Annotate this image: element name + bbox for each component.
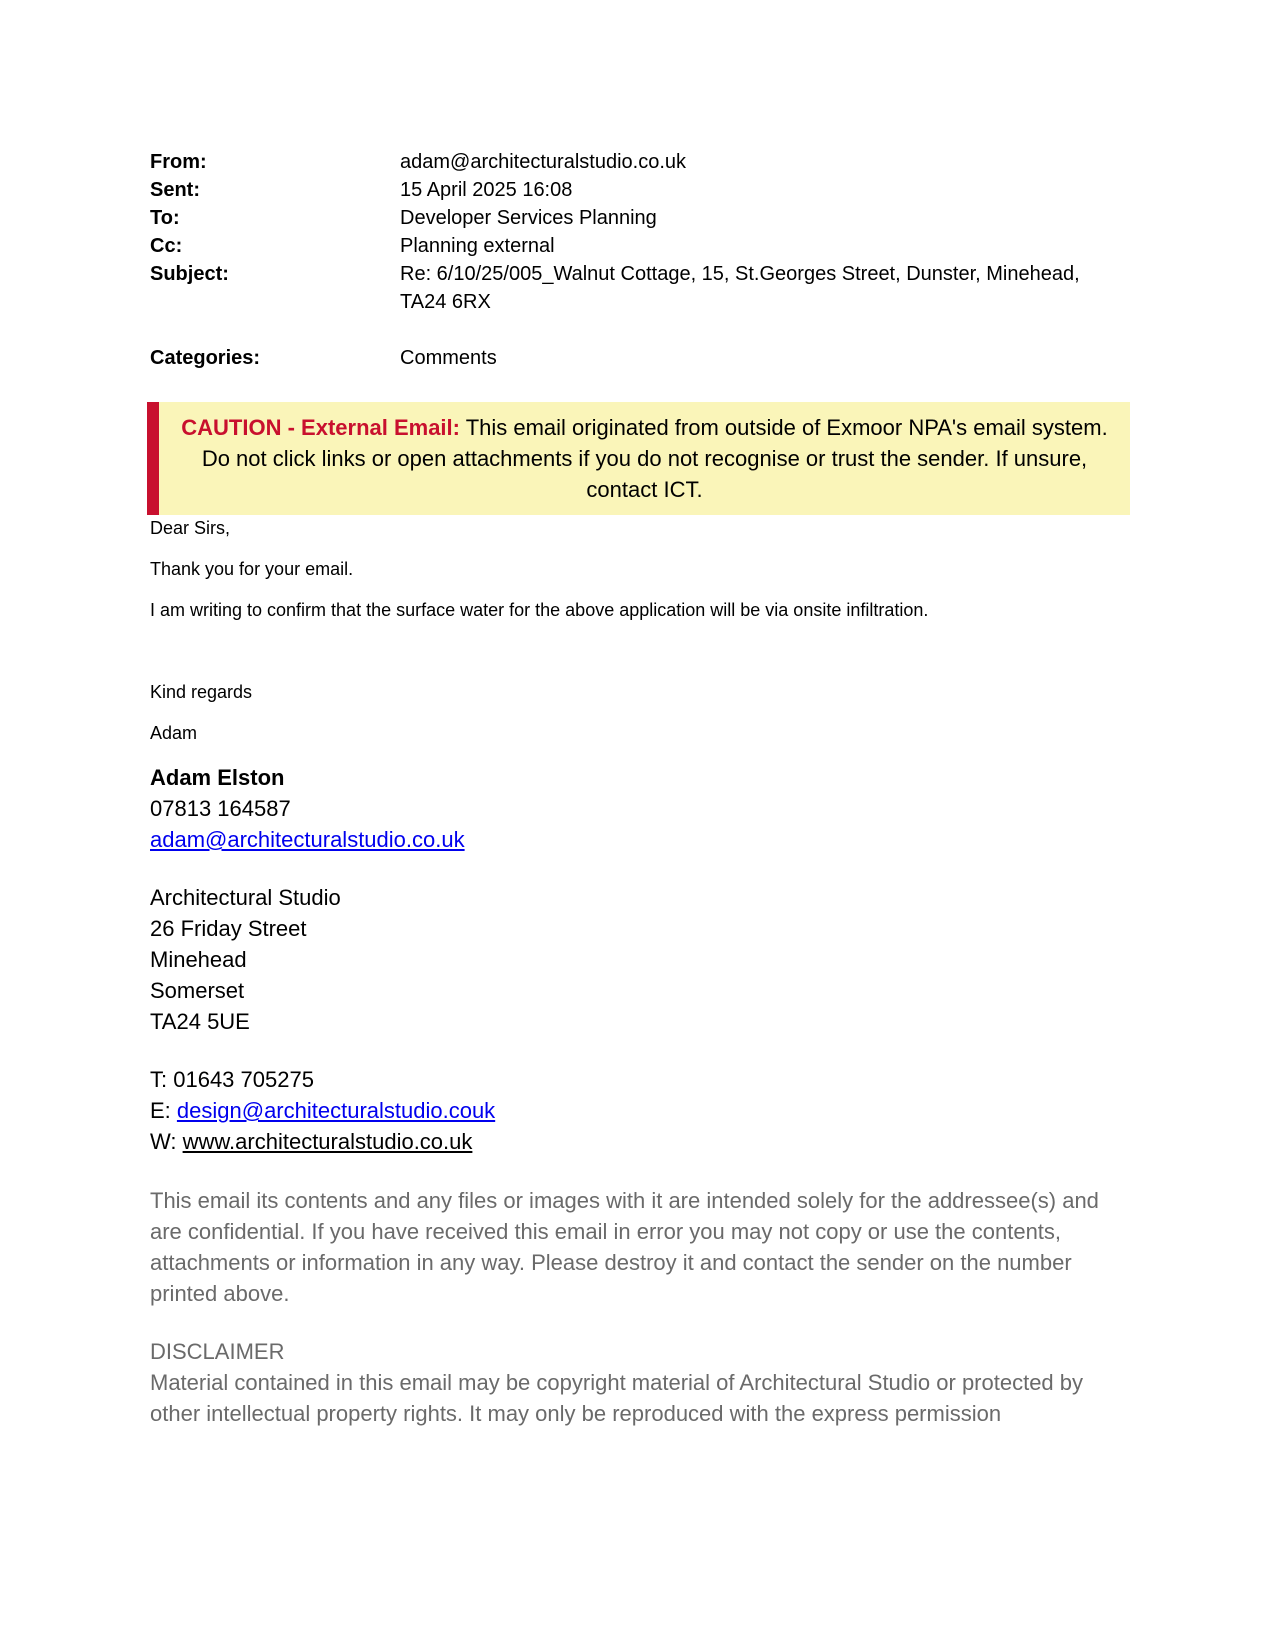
from-value: adam@architecturalstudio.co.uk	[400, 151, 686, 173]
signature-postcode: TA24 5UE	[150, 1009, 250, 1034]
signature-address-line1: 26 Friday Street	[150, 916, 307, 941]
caution-line-2: Do not click links or open attachments if you do not recognise or trust the sender. If unsure, contact ICT.	[201, 446, 1088, 502]
email-footer	[150, 1185, 1130, 1429]
disclaimer-title: DISCLAIMER	[150, 1339, 285, 1364]
thanks-paragraph: Thank you for your email.	[150, 559, 354, 579]
caution-line-1	[169, 412, 1120, 443]
categories-label: Categories:	[150, 347, 261, 369]
sent-label: Sent:	[150, 179, 200, 201]
subject-row	[150, 260, 1130, 316]
caution-lead: CAUTION - External Email:	[181, 415, 460, 440]
signature-address-line2: Minehead	[150, 947, 247, 972]
signature-address-line3: Somerset	[150, 978, 245, 1003]
categories-value: Comments	[400, 347, 497, 369]
categories-row	[150, 344, 1130, 372]
to-value: Developer Services Planning	[400, 207, 657, 229]
cc-label: Cc:	[150, 235, 183, 257]
signature-telephone: T: 01643 705275	[150, 1067, 314, 1092]
caution-text-1: This email originated from outside of Exmoor NPA's email system.	[459, 415, 1108, 440]
cc-value: Planning external	[400, 235, 555, 257]
email-signature	[150, 762, 1130, 1157]
to-row	[150, 204, 1130, 232]
closing: Kind regards	[150, 682, 253, 702]
email-body	[150, 517, 1130, 744]
from-label: From:	[150, 151, 207, 173]
sender-short-name: Adam	[150, 723, 198, 743]
signature-web-line: W: www.architecturalstudio.co.uk	[150, 1129, 473, 1154]
sent-row	[150, 176, 1130, 204]
signature-design-email-link[interactable]: design@architecturalstudio.couk	[176, 1098, 496, 1123]
email-document	[150, 148, 1130, 1429]
signature-email-link[interactable]: adam@architecturalstudio.co.uk	[150, 827, 465, 852]
subject-value: Re: 6/10/25/005_Walnut Cottage, 15, St.Georges Street, Dunster, Minehead, TA24 6RX	[400, 263, 1080, 313]
disclaimer-text: Material contained in this email may be copyright material of Architectural Studio or protected by other intellectual property rights. It may only be reproduced with the express permission	[150, 1370, 1084, 1426]
signature-name: Adam Elston	[150, 765, 285, 790]
subject-label: Subject:	[150, 263, 229, 285]
signature-email2-line: E: design@architecturalstudio.couk	[150, 1098, 496, 1123]
signature-company: Architectural Studio	[150, 885, 341, 910]
sent-value: 15 April 2025 16:08	[400, 179, 573, 201]
email-header	[150, 148, 1130, 372]
cc-row	[150, 232, 1130, 260]
signature-website-link[interactable]: www.architecturalstudio.co.uk	[182, 1129, 473, 1154]
signature-mobile: 07813 164587	[150, 796, 291, 821]
confidentiality-notice: This email its contents and any files or images with it are intended solely for the addressee(s) and are confidential. If you have received this email in error you may not copy or use the contents, attachments or information in any way. Please destroy it and contact the sender on the number printed above.	[150, 1188, 1099, 1306]
greeting: Dear Sirs,	[150, 518, 231, 538]
to-label: To:	[150, 207, 180, 229]
message-paragraph: I am writing to confirm that the surface water for the above application will be via onsite infiltration.	[150, 600, 929, 620]
from-row	[150, 148, 1130, 176]
external-email-caution-banner	[147, 402, 1130, 515]
